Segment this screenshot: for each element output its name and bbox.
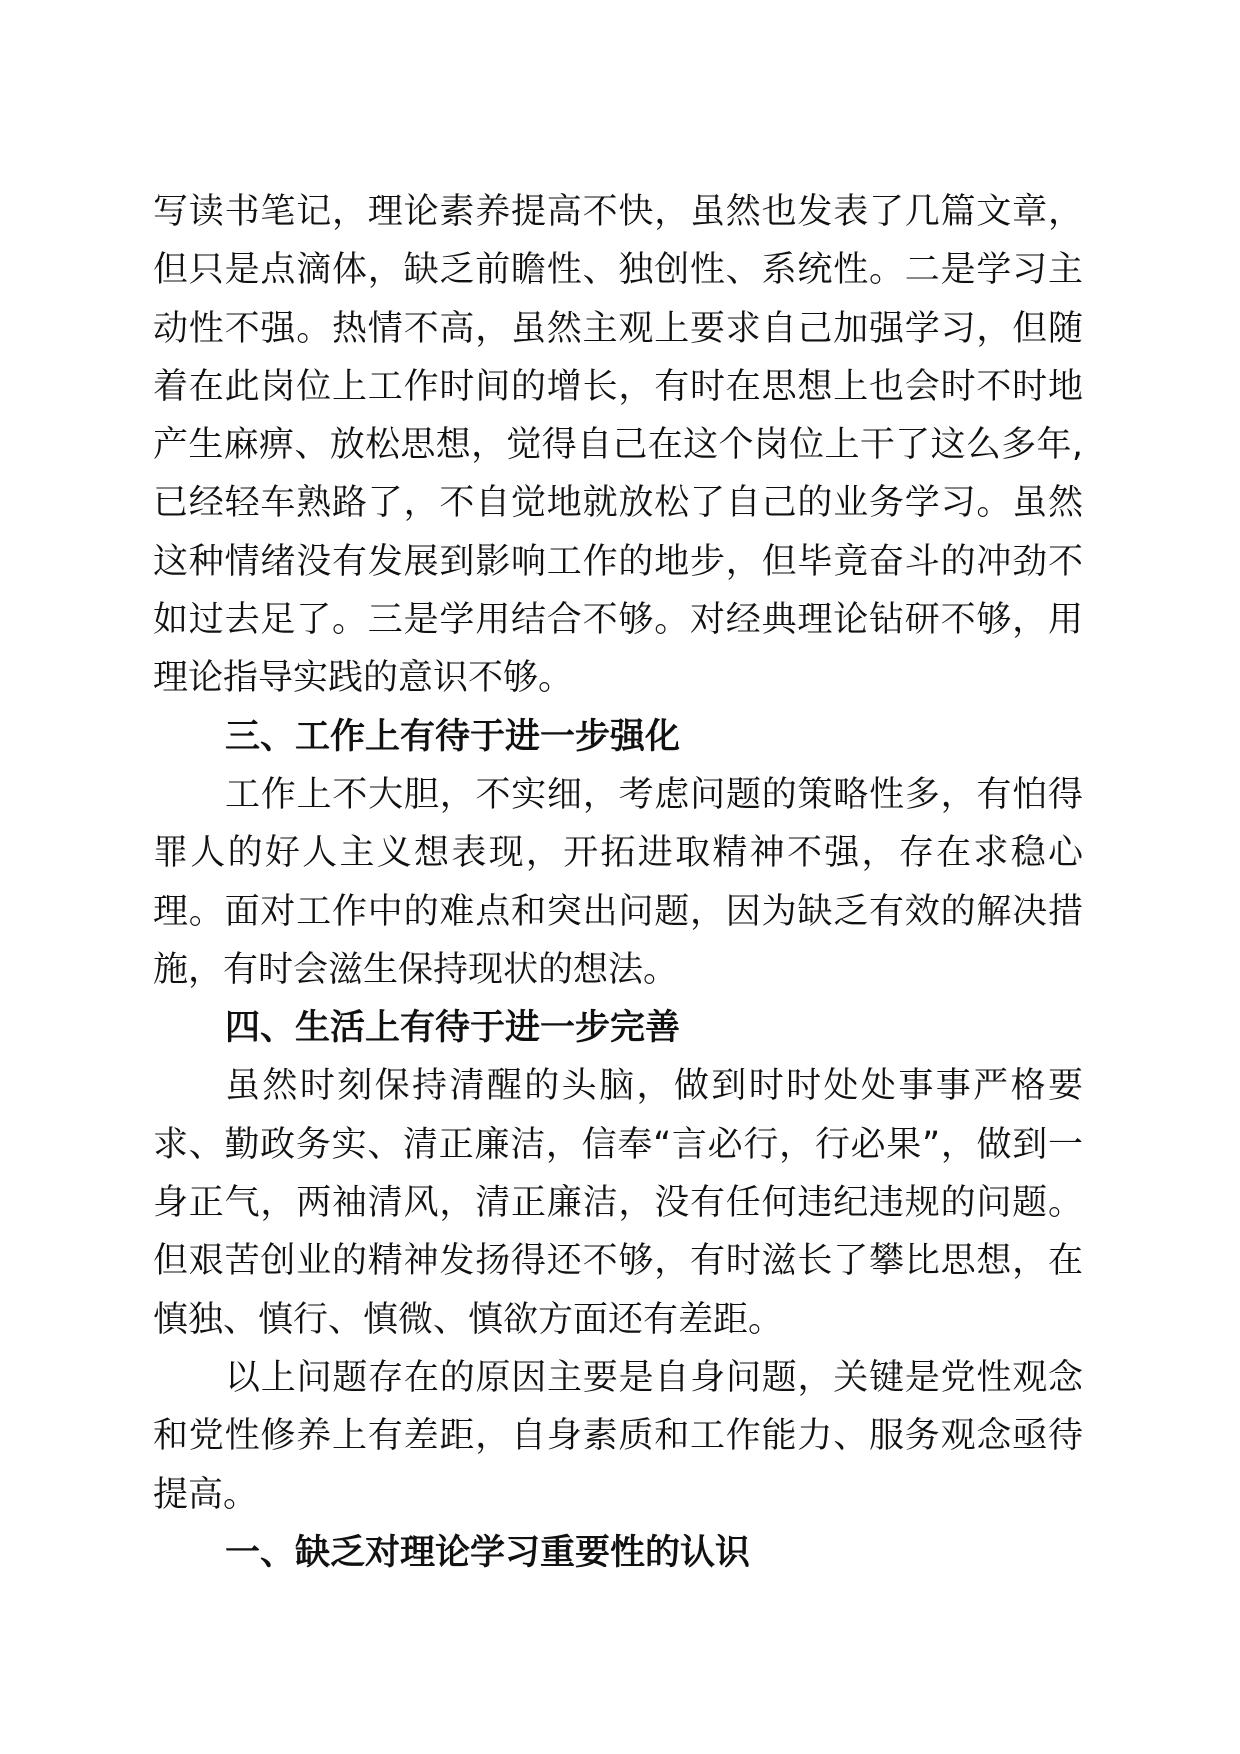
heading-life-improvement: 四、生活上有待于进一步完善	[225, 1008, 681, 1049]
paragraph-life-shortcomings: 虽然时刻保持清醒的头脑，做到时时处处事事严格要求、勤政务实、清正廉洁，信奉“言必行，行必果”，做到一身正气，两袖清风，清正廉洁，没有任何违纪违规的问题。但艰苦创业的精神发扬得还不够，有时滋长了攀比思想，在慎独、慎行、慎微、慎欲方面还有差距。	[153, 1066, 1083, 1340]
paragraph-study-shortcomings: 写读书笔记，理论素养提高不快，虽然也发表了几篇文章，但只是点滴体，缺乏前瞻性、独创性、系统性。二是学习主动性不强。热情不高，虽然主观上要求自己加强学习，但随着在此岗位上工作时间的增长，有时在思想上也会时不时地产生麻痹、放松思想，觉得自己在这个岗位上干了这么多年,已经轻车熟路了，不自觉地就放松了自己的业务学习。虽然这种情绪没有发展到影响工作的地步，但毕竟奋斗的冲劲不如过去足了。三是学用结合不够。对经典理论钻研不够，用理论指导实践的意识不够。	[153, 192, 1083, 699]
heading-theory-study-awareness: 一、缺乏对理论学习重要性的认识	[225, 1532, 751, 1573]
paragraph-root-causes: 以上问题存在的原因主要是自身问题，关键是党性观念和党性修养上有差距，自身素质和工作能力、服务观念亟待提高。	[153, 1357, 1083, 1515]
paragraph-work-shortcomings: 工作上不大胆，不实细，考虑问题的策略性多，有怕得罪人的好人主义想表现，开拓进取精神不强，存在求稳心理。面对工作中的难点和突出问题，因为缺乏有效的解决措施，有时会滋生保持现状的想法。	[153, 774, 1083, 990]
heading-work-improvement: 三、工作上有待于进一步强化	[225, 716, 681, 757]
document-body	[153, 183, 1083, 1582]
